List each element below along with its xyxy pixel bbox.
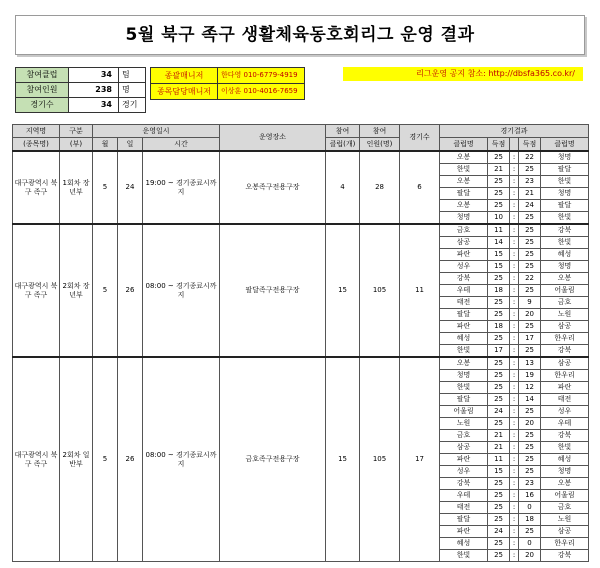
score-separator: : xyxy=(510,297,519,309)
club-name-left: 팔달 xyxy=(440,394,488,406)
club-name-left: 청명 xyxy=(440,212,488,225)
score-right: 0 xyxy=(519,502,541,514)
score-right: 25 xyxy=(519,466,541,478)
club-name-right: 우테 xyxy=(541,418,589,430)
score-left: 25 xyxy=(488,382,510,394)
club-name-left: 팔달 xyxy=(440,514,488,526)
score-right: 25 xyxy=(519,526,541,538)
score-separator: : xyxy=(510,514,519,526)
results-body xyxy=(13,151,589,562)
score-left: 25 xyxy=(488,333,510,345)
score-left: 25 xyxy=(488,200,510,212)
score-left: 25 xyxy=(488,502,510,514)
score-separator: : xyxy=(510,490,519,502)
club-name-right: 한우리 xyxy=(541,333,589,345)
score-separator: : xyxy=(510,309,519,321)
page-title: 5월 북구 족구 생활체육동호회리그 운영 결과 xyxy=(15,15,585,55)
table-row xyxy=(13,151,589,164)
club-name-right: 어울림 xyxy=(541,490,589,502)
manager-label: 종목담당매니저 xyxy=(151,84,218,100)
score-left: 11 xyxy=(488,454,510,466)
manager-contact: 한다영 010-6779-4919 xyxy=(218,68,305,84)
score-right: 9 xyxy=(519,297,541,309)
score-separator: : xyxy=(510,406,519,418)
club-name-left: 성우 xyxy=(440,261,488,273)
score-left: 15 xyxy=(488,249,510,261)
club-name-left: 혜성 xyxy=(440,333,488,345)
club-name-left: 오봉 xyxy=(440,176,488,188)
header-time: 시간 xyxy=(143,138,220,152)
club-name-right: 파란 xyxy=(541,382,589,394)
table-row xyxy=(13,224,589,237)
score-left: 15 xyxy=(488,261,510,273)
score-separator: : xyxy=(510,454,519,466)
group-region: 대구광역시 북구 족구 xyxy=(13,151,60,224)
score-right: 18 xyxy=(519,514,541,526)
club-name-left: 혜성 xyxy=(440,538,488,550)
score-right: 16 xyxy=(519,490,541,502)
score-left: 25 xyxy=(488,176,510,188)
header-score: 득점 xyxy=(519,138,541,152)
group-persons: 105 xyxy=(360,357,400,562)
score-right: 12 xyxy=(519,382,541,394)
score-separator: : xyxy=(510,345,519,358)
group-venue: 팔달족구전용구장 xyxy=(220,224,326,357)
score-separator: : xyxy=(510,249,519,261)
club-name-left: 파란 xyxy=(440,249,488,261)
score-right: 13 xyxy=(519,357,541,370)
group-time: 08:00 ~ 경기종료시까지 xyxy=(143,224,220,357)
results-table xyxy=(12,124,589,562)
club-name-left: 오봉 xyxy=(440,151,488,164)
score-separator: : xyxy=(510,526,519,538)
score-separator: : xyxy=(510,333,519,345)
club-name-right: 혜성 xyxy=(541,454,589,466)
club-name-right: 삼공 xyxy=(541,321,589,333)
group-persons: 105 xyxy=(360,224,400,357)
score-separator: : xyxy=(510,430,519,442)
club-name-right: 삼공 xyxy=(541,357,589,370)
club-name-left: 우테 xyxy=(440,490,488,502)
score-left: 18 xyxy=(488,321,510,333)
summary-clubs-label: 참여클럽 xyxy=(16,68,69,83)
score-right: 0 xyxy=(519,538,541,550)
score-left: 21 xyxy=(488,430,510,442)
summary-persons-label: 참여인원 xyxy=(16,83,69,98)
group-month: 5 xyxy=(93,151,118,224)
header-division-sub: (부) xyxy=(60,138,93,152)
group-venue: 오봉족구전용구장 xyxy=(220,151,326,224)
score-left: 14 xyxy=(488,237,510,249)
score-left: 24 xyxy=(488,406,510,418)
score-separator: : xyxy=(510,273,519,285)
group-region: 대구광역시 북구 족구 xyxy=(13,357,60,562)
score-left: 21 xyxy=(488,164,510,176)
club-name-right: 한빛 xyxy=(541,176,589,188)
club-name-right: 어울림 xyxy=(541,285,589,297)
score-separator: : xyxy=(510,442,519,454)
group-division: 2회차 일반부 xyxy=(60,357,93,562)
manager-table xyxy=(150,67,305,100)
group-clubs: 15 xyxy=(326,357,360,562)
club-name-right: 노원 xyxy=(541,514,589,526)
header-division: 구분 xyxy=(60,125,93,138)
score-right: 25 xyxy=(519,224,541,237)
club-name-right: 강북 xyxy=(541,224,589,237)
header-games: 경기수 xyxy=(400,125,440,152)
club-name-right: 오봉 xyxy=(541,478,589,490)
score-separator: : xyxy=(510,382,519,394)
summary-clubs-unit: 팀 xyxy=(119,68,146,83)
score-right: 20 xyxy=(519,418,541,430)
score-right: 23 xyxy=(519,478,541,490)
header-score: 득점 xyxy=(488,138,510,152)
manager-label: 종괄매니저 xyxy=(151,68,218,84)
score-right: 25 xyxy=(519,345,541,358)
club-name-right: 금호 xyxy=(541,297,589,309)
table-row xyxy=(13,357,589,370)
club-name-left: 파란 xyxy=(440,454,488,466)
summary-persons-value: 238 xyxy=(69,83,119,98)
group-day: 26 xyxy=(118,357,143,562)
club-name-left: 오봉 xyxy=(440,200,488,212)
score-left: 25 xyxy=(488,357,510,370)
score-separator: : xyxy=(510,550,519,562)
group-persons: 28 xyxy=(360,151,400,224)
score-separator: : xyxy=(510,224,519,237)
group-day: 26 xyxy=(118,224,143,357)
header-persons-sub: 인원(명) xyxy=(360,138,400,152)
score-right: 25 xyxy=(519,285,541,297)
header-region: 지역명 xyxy=(13,125,60,138)
group-division: 2회차 장년부 xyxy=(60,224,93,357)
score-separator: : xyxy=(510,188,519,200)
club-name-right: 한우리 xyxy=(541,370,589,382)
club-name-left: 금호 xyxy=(440,430,488,442)
score-left: 11 xyxy=(488,224,510,237)
score-left: 25 xyxy=(488,514,510,526)
score-separator: : xyxy=(510,418,519,430)
club-name-right: 노원 xyxy=(541,309,589,321)
score-separator: : xyxy=(510,285,519,297)
score-right: 25 xyxy=(519,212,541,225)
group-games: 6 xyxy=(400,151,440,224)
club-name-right: 팔달 xyxy=(541,164,589,176)
score-separator: : xyxy=(510,164,519,176)
score-right: 25 xyxy=(519,321,541,333)
club-name-left: 강북 xyxy=(440,478,488,490)
score-right: 20 xyxy=(519,550,541,562)
club-name-left: 한빛 xyxy=(440,345,488,358)
score-left: 17 xyxy=(488,345,510,358)
summary-games-label: 경기수 xyxy=(16,98,69,113)
header-day: 일 xyxy=(118,138,143,152)
group-clubs: 4 xyxy=(326,151,360,224)
club-name-left: 삼공 xyxy=(440,237,488,249)
score-right: 21 xyxy=(519,188,541,200)
summary-table xyxy=(15,67,146,113)
club-name-left: 파란 xyxy=(440,321,488,333)
club-name-left: 태전 xyxy=(440,502,488,514)
score-left: 25 xyxy=(488,394,510,406)
club-name-left: 팔달 xyxy=(440,188,488,200)
group-month: 5 xyxy=(93,357,118,562)
club-name-left: 파란 xyxy=(440,526,488,538)
group-time: 08:00 ~ 경기종료시까지 xyxy=(143,357,220,562)
club-name-left: 금호 xyxy=(440,224,488,237)
score-left: 24 xyxy=(488,526,510,538)
score-left: 15 xyxy=(488,466,510,478)
score-right: 25 xyxy=(519,442,541,454)
score-separator: : xyxy=(510,261,519,273)
club-name-right: 청명 xyxy=(541,151,589,164)
score-separator: : xyxy=(510,466,519,478)
club-name-right: 청명 xyxy=(541,466,589,478)
summary-games-unit: 경기 xyxy=(119,98,146,113)
club-name-left: 어울림 xyxy=(440,406,488,418)
summary-persons-unit: 명 xyxy=(119,83,146,98)
club-name-right: 팔달 xyxy=(541,200,589,212)
club-name-right: 태전 xyxy=(541,394,589,406)
score-right: 25 xyxy=(519,454,541,466)
club-name-right: 성우 xyxy=(541,406,589,418)
header-clubs-sub: 클럽(개) xyxy=(326,138,360,152)
score-left: 25 xyxy=(488,550,510,562)
score-left: 10 xyxy=(488,212,510,225)
score-right: 22 xyxy=(519,151,541,164)
score-left: 25 xyxy=(488,309,510,321)
score-right: 23 xyxy=(519,176,541,188)
club-name-left: 오봉 xyxy=(440,357,488,370)
score-right: 25 xyxy=(519,164,541,176)
score-right: 20 xyxy=(519,309,541,321)
club-name-right: 한우리 xyxy=(541,538,589,550)
group-venue: 금호족구전용구장 xyxy=(220,357,326,562)
header-club-name: 클럽명 xyxy=(541,138,589,152)
score-right: 25 xyxy=(519,406,541,418)
club-name-right: 오봉 xyxy=(541,273,589,285)
score-separator: : xyxy=(510,237,519,249)
club-name-left: 성우 xyxy=(440,466,488,478)
score-left: 21 xyxy=(488,442,510,454)
club-name-right: 강북 xyxy=(541,550,589,562)
score-left: 25 xyxy=(488,418,510,430)
score-separator: : xyxy=(510,200,519,212)
group-games: 17 xyxy=(400,357,440,562)
score-left: 25 xyxy=(488,151,510,164)
score-right: 17 xyxy=(519,333,541,345)
club-name-right: 강북 xyxy=(541,430,589,442)
group-day: 24 xyxy=(118,151,143,224)
club-name-left: 청명 xyxy=(440,370,488,382)
score-left: 25 xyxy=(488,273,510,285)
score-right: 14 xyxy=(519,394,541,406)
club-name-left: 강북 xyxy=(440,273,488,285)
club-name-right: 혜성 xyxy=(541,249,589,261)
header-venue: 운영장소 xyxy=(220,125,326,152)
group-division: 1회차 장년부 xyxy=(60,151,93,224)
score-left: 25 xyxy=(488,188,510,200)
group-region: 대구광역시 북구 족구 xyxy=(13,224,60,357)
club-name-left: 한빛 xyxy=(440,164,488,176)
score-left: 25 xyxy=(488,490,510,502)
summary-games-value: 34 xyxy=(69,98,119,113)
score-separator: : xyxy=(510,357,519,370)
club-name-left: 태전 xyxy=(440,297,488,309)
group-clubs: 15 xyxy=(326,224,360,357)
club-name-left: 삼공 xyxy=(440,442,488,454)
club-name-left: 노원 xyxy=(440,418,488,430)
score-left: 25 xyxy=(488,370,510,382)
header-month: 월 xyxy=(93,138,118,152)
score-separator: : xyxy=(510,394,519,406)
score-right: 25 xyxy=(519,430,541,442)
header-clubs: 참여 xyxy=(326,125,360,138)
score-left: 25 xyxy=(488,297,510,309)
club-name-left: 한빛 xyxy=(440,550,488,562)
score-left: 25 xyxy=(488,538,510,550)
score-right: 25 xyxy=(519,237,541,249)
header-persons: 참여 xyxy=(360,125,400,138)
score-right: 22 xyxy=(519,273,541,285)
score-separator: : xyxy=(510,176,519,188)
group-time: 19:00 ~ 경기종료시까지 xyxy=(143,151,220,224)
score-right: 19 xyxy=(519,370,541,382)
manager-contact: 이상훈 010-4016-7659 xyxy=(218,84,305,100)
club-name-left: 우테 xyxy=(440,285,488,297)
header-colon xyxy=(510,138,519,152)
score-right: 25 xyxy=(519,261,541,273)
club-name-right: 한빛 xyxy=(541,442,589,454)
group-month: 5 xyxy=(93,224,118,357)
club-name-right: 청명 xyxy=(541,261,589,273)
score-left: 25 xyxy=(488,478,510,490)
score-separator: : xyxy=(510,151,519,164)
score-separator: : xyxy=(510,212,519,225)
score-separator: : xyxy=(510,538,519,550)
group-games: 11 xyxy=(400,224,440,357)
score-left: 18 xyxy=(488,285,510,297)
club-name-right: 금호 xyxy=(541,502,589,514)
header-club-name: 클럽명 xyxy=(440,138,488,152)
score-right: 24 xyxy=(519,200,541,212)
score-separator: : xyxy=(510,502,519,514)
header-result: 경기결과 xyxy=(440,125,589,138)
club-name-right: 강북 xyxy=(541,345,589,358)
header-region-sub: (종목명) xyxy=(13,138,60,152)
score-separator: : xyxy=(510,321,519,333)
score-separator: : xyxy=(510,478,519,490)
club-name-left: 팔달 xyxy=(440,309,488,321)
summary-clubs-value: 34 xyxy=(69,68,119,83)
header-schedule: 운영일시 xyxy=(93,125,220,138)
club-name-right: 삼공 xyxy=(541,526,589,538)
score-separator: : xyxy=(510,370,519,382)
club-name-right: 한빛 xyxy=(541,237,589,249)
score-right: 25 xyxy=(519,249,541,261)
club-name-left: 한빛 xyxy=(440,382,488,394)
league-site-link[interactable]: 리그운영 공지 참소: http://dbsfa365.co.kr/ xyxy=(343,67,583,81)
club-name-right: 한빛 xyxy=(541,212,589,225)
club-name-right: 청명 xyxy=(541,188,589,200)
